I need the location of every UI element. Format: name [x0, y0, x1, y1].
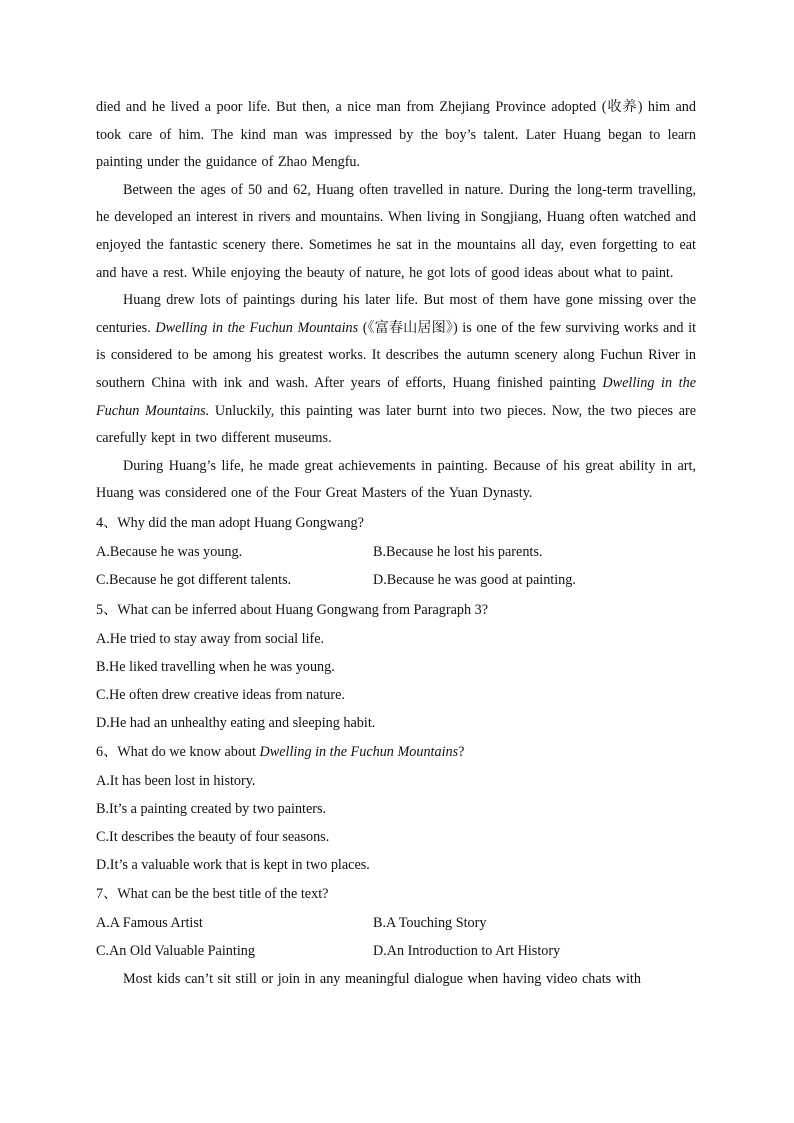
passage-paragraph-1: died and he lived a poor life. But then, a nice man from Zhejiang Province adopted (收养) him and took care of him. The kind man was impressed by the boy’s talent. Later Huang began to learn painting under the guidance of Zhao Mengfu. [96, 99, 696, 171]
question-5-option-a: A.He tried to stay away from social life. [96, 630, 325, 647]
question-6-option-b: B.It’s a painting created by two painters. [96, 800, 327, 817]
question-4-option-d: D.Because he was good at painting. [373, 572, 576, 589]
question-4-options-row-1 [96, 538, 696, 567]
question-5-option-b: B.He liked travelling when he was young. [96, 658, 335, 675]
question-5-option-c: C.He often drew creative ideas from nature. [96, 686, 345, 703]
question-4-option-b: B.Because he lost his parents. [373, 543, 543, 560]
painting-title: Dwelling in the Fuchun Mountains. [96, 374, 697, 419]
paragraph-3-text-b: (《富春山居图》) is one of the few surviving works and it is considered to be among his greatest works. It describes the autumn scenery along Fuchun River in southern China with ink and wash. After years of efforts, Huang finished painting [96, 319, 697, 391]
question-7-option-a: A.A Famous Artist [96, 914, 203, 931]
question-6-stem-end: ? [458, 743, 465, 760]
passage-paragraph-2: Between the ages of 50 and 62, Huang often travelled in nature. During the long-term travelling, he developed an interest in rivers and mountains. When living in Songjiang, Huang often watched and enjoyed the fantastic scenery there. Sometimes he sat in the mountains all day, even forgetting to eat and have a rest. While enjoying the beauty of nature, he got lots of good ideas about what to paint. [96, 181, 696, 281]
question-7-option-b: B.A Touching Story [373, 914, 487, 931]
question-7-option-c: C.An Old Valuable Painting [96, 943, 255, 960]
question-5-option-d: D.He had an unhealthy eating and sleeping habit. [96, 714, 376, 731]
question-4-option-a: A.Because he was young. [96, 543, 243, 560]
question-7-options-row-1 [96, 909, 696, 938]
next-passage-first-line: Most kids can’t sit still or join in any meaningful dialogue when having video chats with [123, 970, 641, 987]
question-4-options-row-2 [96, 566, 696, 595]
question-7-options-row-2 [96, 937, 696, 966]
question-4-stem: 4、Why did the man adopt Huang Gongwang? [96, 514, 364, 531]
painting-title: Dwelling in the Fuchun Mountains [155, 319, 359, 336]
painting-title: Dwelling in the Fuchun Mountains [259, 743, 459, 760]
paragraph-3-text-c: Unluckily, this painting was later burnt into two pieces. Now, the two pieces are carefully kept in two different museums. [96, 402, 697, 447]
question-7-stem: 7、What can be the best title of the text? [96, 885, 329, 902]
question-4-option-c: C.Because he got different talents. [96, 572, 292, 589]
question-6-option-d: D.It’s a valuable work that is kept in two places. [96, 856, 370, 873]
question-6-option-a: A.It has been lost in history. [96, 772, 256, 789]
question-6-stem-text: 6、What do we know about [96, 743, 260, 760]
question-6-option-c: C.It describes the beauty of four seasons. [96, 828, 330, 845]
question-7-option-d: D.An Introduction to Art History [373, 943, 561, 960]
passage-paragraph-4: During Huang’s life, he made great achievements in painting. Because of his great ability in art, Huang was considered one of the Four Great Masters of the Yuan Dynasty. [96, 457, 696, 502]
paragraph-3-text-a: Huang drew lots of paintings during his later life. But most of them have gone missing over the centuries. [96, 292, 696, 336]
passage-paragraph-3 [96, 287, 696, 453]
document-page [96, 94, 696, 994]
question-6-stem [96, 738, 696, 767]
question-5-stem: 5、What can be inferred about Huang Gongwang from Paragraph 3? [96, 601, 488, 618]
